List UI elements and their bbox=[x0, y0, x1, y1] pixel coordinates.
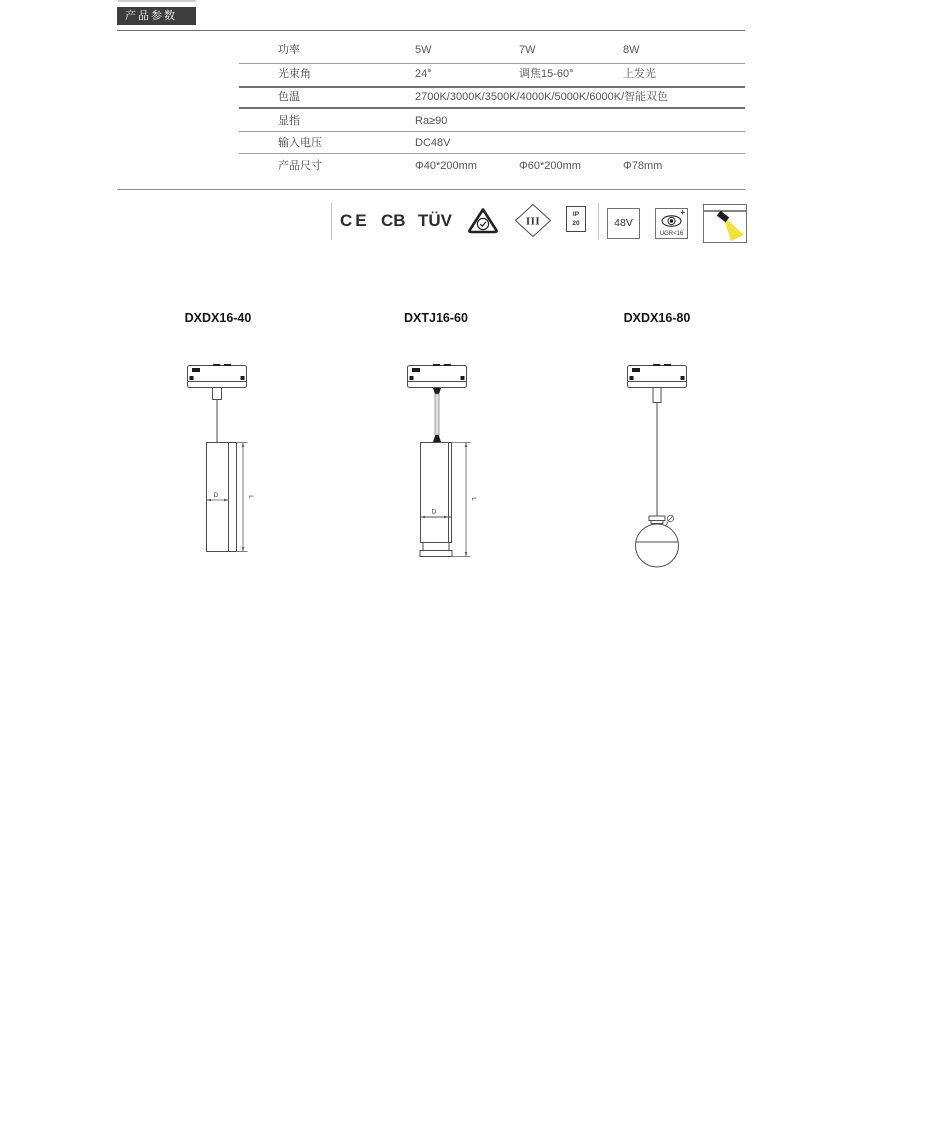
table-row bbox=[0, 42, 930, 58]
row-divider bbox=[239, 86, 745, 88]
row-value: 调焦15-60° bbox=[519, 68, 574, 80]
row-value: 8W bbox=[623, 44, 640, 56]
product-model-label: DXTJ16-60 bbox=[404, 311, 468, 325]
row-value: 7W bbox=[519, 44, 536, 56]
table-row bbox=[0, 89, 930, 105]
svg-text:D: D bbox=[431, 508, 437, 516]
top-accent-strip bbox=[118, 0, 196, 2]
row-value: Φ60*200mm bbox=[519, 160, 581, 172]
dimension-l bbox=[237, 443, 255, 552]
rcm-triangle-icon bbox=[467, 207, 499, 234]
vertical-divider bbox=[598, 203, 599, 240]
svg-text:L: L bbox=[247, 495, 254, 499]
diameter-annotation bbox=[666, 515, 674, 526]
suspension-wire bbox=[435, 394, 439, 435]
row-divider bbox=[239, 63, 745, 64]
table-row bbox=[0, 113, 930, 129]
ce-mark-icon: CE bbox=[340, 211, 370, 230]
row-value: Φ78mm bbox=[623, 160, 663, 172]
product-drawing-dxtj16-60 bbox=[400, 360, 480, 560]
cb-mark-icon: CB bbox=[381, 211, 406, 230]
row-value: Ra≥90 bbox=[415, 115, 448, 127]
row-label: 功率 bbox=[278, 44, 300, 56]
cylinder-body bbox=[421, 443, 452, 543]
track-adapter bbox=[628, 364, 687, 388]
vertical-divider bbox=[331, 203, 332, 240]
class-iii-text: III bbox=[525, 215, 541, 228]
row-divider bbox=[239, 107, 745, 109]
svg-text:D: D bbox=[213, 492, 219, 499]
dimension-d bbox=[207, 492, 229, 501]
wire-coupler-bottom bbox=[433, 435, 441, 442]
row-value: 上发光 bbox=[623, 68, 656, 80]
row-value: 5W bbox=[415, 44, 432, 56]
suspension-connector bbox=[213, 388, 222, 400]
track-adapter bbox=[408, 364, 467, 388]
spotlight-beam-icon bbox=[703, 204, 747, 243]
row-divider bbox=[239, 153, 745, 154]
divider-bottom bbox=[117, 189, 745, 190]
row-value: 2700K/3000K/3500K/4000K/5000K/6000K/智能双色 bbox=[415, 91, 669, 103]
row-label: 显指 bbox=[278, 115, 300, 127]
ip20-icon: IP 20 bbox=[566, 206, 586, 232]
globe-cap bbox=[649, 516, 665, 524]
svg-text:L: L bbox=[470, 497, 477, 501]
cylinder-body bbox=[207, 443, 237, 552]
table-row bbox=[0, 135, 930, 151]
row-value: 24° bbox=[415, 68, 432, 80]
row-label: 产品尺寸 bbox=[278, 160, 322, 172]
focus-ring bbox=[420, 543, 452, 557]
product-drawing-dxdx16-80 bbox=[620, 360, 700, 570]
tuv-mark-icon: TÜV bbox=[418, 211, 452, 230]
dimension-l bbox=[452, 443, 478, 557]
row-divider bbox=[239, 131, 745, 132]
row-value: Φ40*200mm bbox=[415, 160, 477, 172]
product-drawing-dxdx16-40 bbox=[180, 360, 260, 560]
row-label: 输入电压 bbox=[278, 137, 322, 149]
row-label: 色温 bbox=[278, 91, 300, 103]
section-title: 产品参数 bbox=[125, 10, 177, 22]
track-adapter bbox=[188, 364, 247, 388]
table-row bbox=[0, 66, 930, 82]
product-model-label: DXDX16-40 bbox=[184, 311, 252, 325]
48v-badge: 48V bbox=[607, 208, 640, 239]
suspension-connector bbox=[653, 388, 661, 403]
table-row bbox=[0, 158, 930, 174]
class-iii-icon bbox=[514, 203, 552, 238]
ugr16-icon: + UGR<16 bbox=[655, 208, 688, 239]
product-model-label: DXDX16-80 bbox=[623, 311, 691, 325]
row-label: 光束角 bbox=[278, 68, 311, 80]
divider-top bbox=[117, 30, 745, 31]
row-value: DC48V bbox=[415, 137, 451, 149]
section-title-badge bbox=[117, 7, 196, 25]
globe-body bbox=[636, 524, 679, 567]
